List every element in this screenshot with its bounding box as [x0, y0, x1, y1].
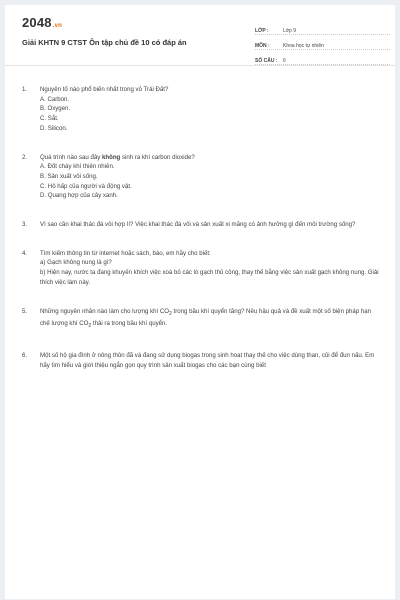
question-text-part: Những nguyên nhân nào làm cho lượng khí CO: [40, 307, 170, 315]
question-6: [22, 351, 382, 370]
question-text: Nguyên tố nào phổ biến nhất trong vỏ Trái Đất?: [40, 86, 169, 93]
document-header: [5, 5, 395, 66]
subscript: 2: [169, 310, 172, 317]
question-2: [22, 153, 382, 202]
logo-main: 2048: [22, 15, 52, 30]
meta-table: [255, 20, 390, 65]
question-1: [22, 85, 382, 134]
option-b: B. Oxygen.: [40, 105, 71, 113]
question-number: 2.: [22, 153, 28, 161]
question-3: [22, 220, 382, 230]
meta-value: Khoa học tự nhiên: [283, 43, 324, 49]
option-d: D. Quang hợp của cây xanh.: [40, 192, 118, 200]
meta-value: 6: [283, 58, 286, 64]
question-text-part: trong bầu khí quyển tăng? Nêu hậu quả và đề xuất một số biện pháp hạn chế lượng khí CO: [40, 307, 372, 328]
option-a: A. Carbon.: [40, 95, 70, 103]
option-b: B. Sản xuất vôi sống.: [40, 172, 98, 180]
question-number: 3.: [22, 221, 28, 229]
sub-question-a: a) Gạch không nung là gì?: [40, 259, 112, 267]
option-a: A. Đốt cháy khí thiên nhiên.: [40, 163, 115, 171]
option-c: C. Hô hấp của người và động vật.: [40, 182, 132, 190]
question-text-part: sinh ra khí carbon dioxide?: [120, 153, 195, 161]
question-text: Tìm kiếm thông tin từ internet hoặc sách, báo, em hãy cho biết:: [40, 249, 211, 257]
meta-row-count: [255, 50, 390, 65]
question-text: [40, 153, 382, 163]
document-title: Giải KHTN 9 CTST Ôn tập chủ đề 10 có đáp án: [22, 38, 187, 47]
question-text-part: Quá trình nào sau đây: [40, 153, 102, 161]
option-d: D. Silicon.: [40, 124, 68, 132]
question-text: Vì sao cần khai thác đá vôi hợp lí? Việc khai thác đá vôi và sản xuất xi măng có ảnh hưởng gì đến môi trường sống?: [40, 221, 356, 229]
option-c: C. Sắt.: [40, 115, 59, 123]
question-text: Một số hộ gia đình ở nông thôn đã và đang sử dụng biogas trong sinh hoạt thay thế cho việc dùng than, củi để đun nấu. Em hãy tìm hiểu và giới thiệu ngắn gọn quy trình sản xuất biogas cho các bạn cùng biết: [40, 352, 375, 370]
meta-label: MÔN :: [255, 43, 270, 49]
meta-row-subject: [255, 35, 390, 50]
meta-label: LỚP :: [255, 28, 269, 34]
sub-question-b: b) Hiện nay, nước ta đang khuyến khích việc xoá bỏ các lò gạch thủ công, thay thế bằng việc sản xuất gạch không nung. Giải thích việc làm này.: [40, 269, 379, 286]
question-text: [40, 307, 382, 333]
site-logo[interactable]: [22, 15, 62, 30]
meta-value: Lớp 9: [283, 28, 297, 34]
subscript: 2: [88, 323, 92, 330]
question-number: 5.: [22, 307, 28, 315]
question-number: 4.: [22, 249, 28, 257]
meta-row-class: [255, 20, 390, 35]
question-number: 6.: [22, 352, 28, 360]
document-page: [5, 5, 395, 599]
question-number: 1.: [22, 86, 28, 93]
logo-suffix: .vn: [52, 23, 63, 29]
question-4: [22, 249, 382, 288]
question-list: [22, 85, 382, 371]
question-5: [22, 307, 382, 333]
emphasis-word: không: [102, 153, 121, 161]
question-text-part: thải ra trong bầu khí quyển.: [91, 320, 168, 328]
meta-label: SỐ CÂU :: [255, 58, 278, 64]
